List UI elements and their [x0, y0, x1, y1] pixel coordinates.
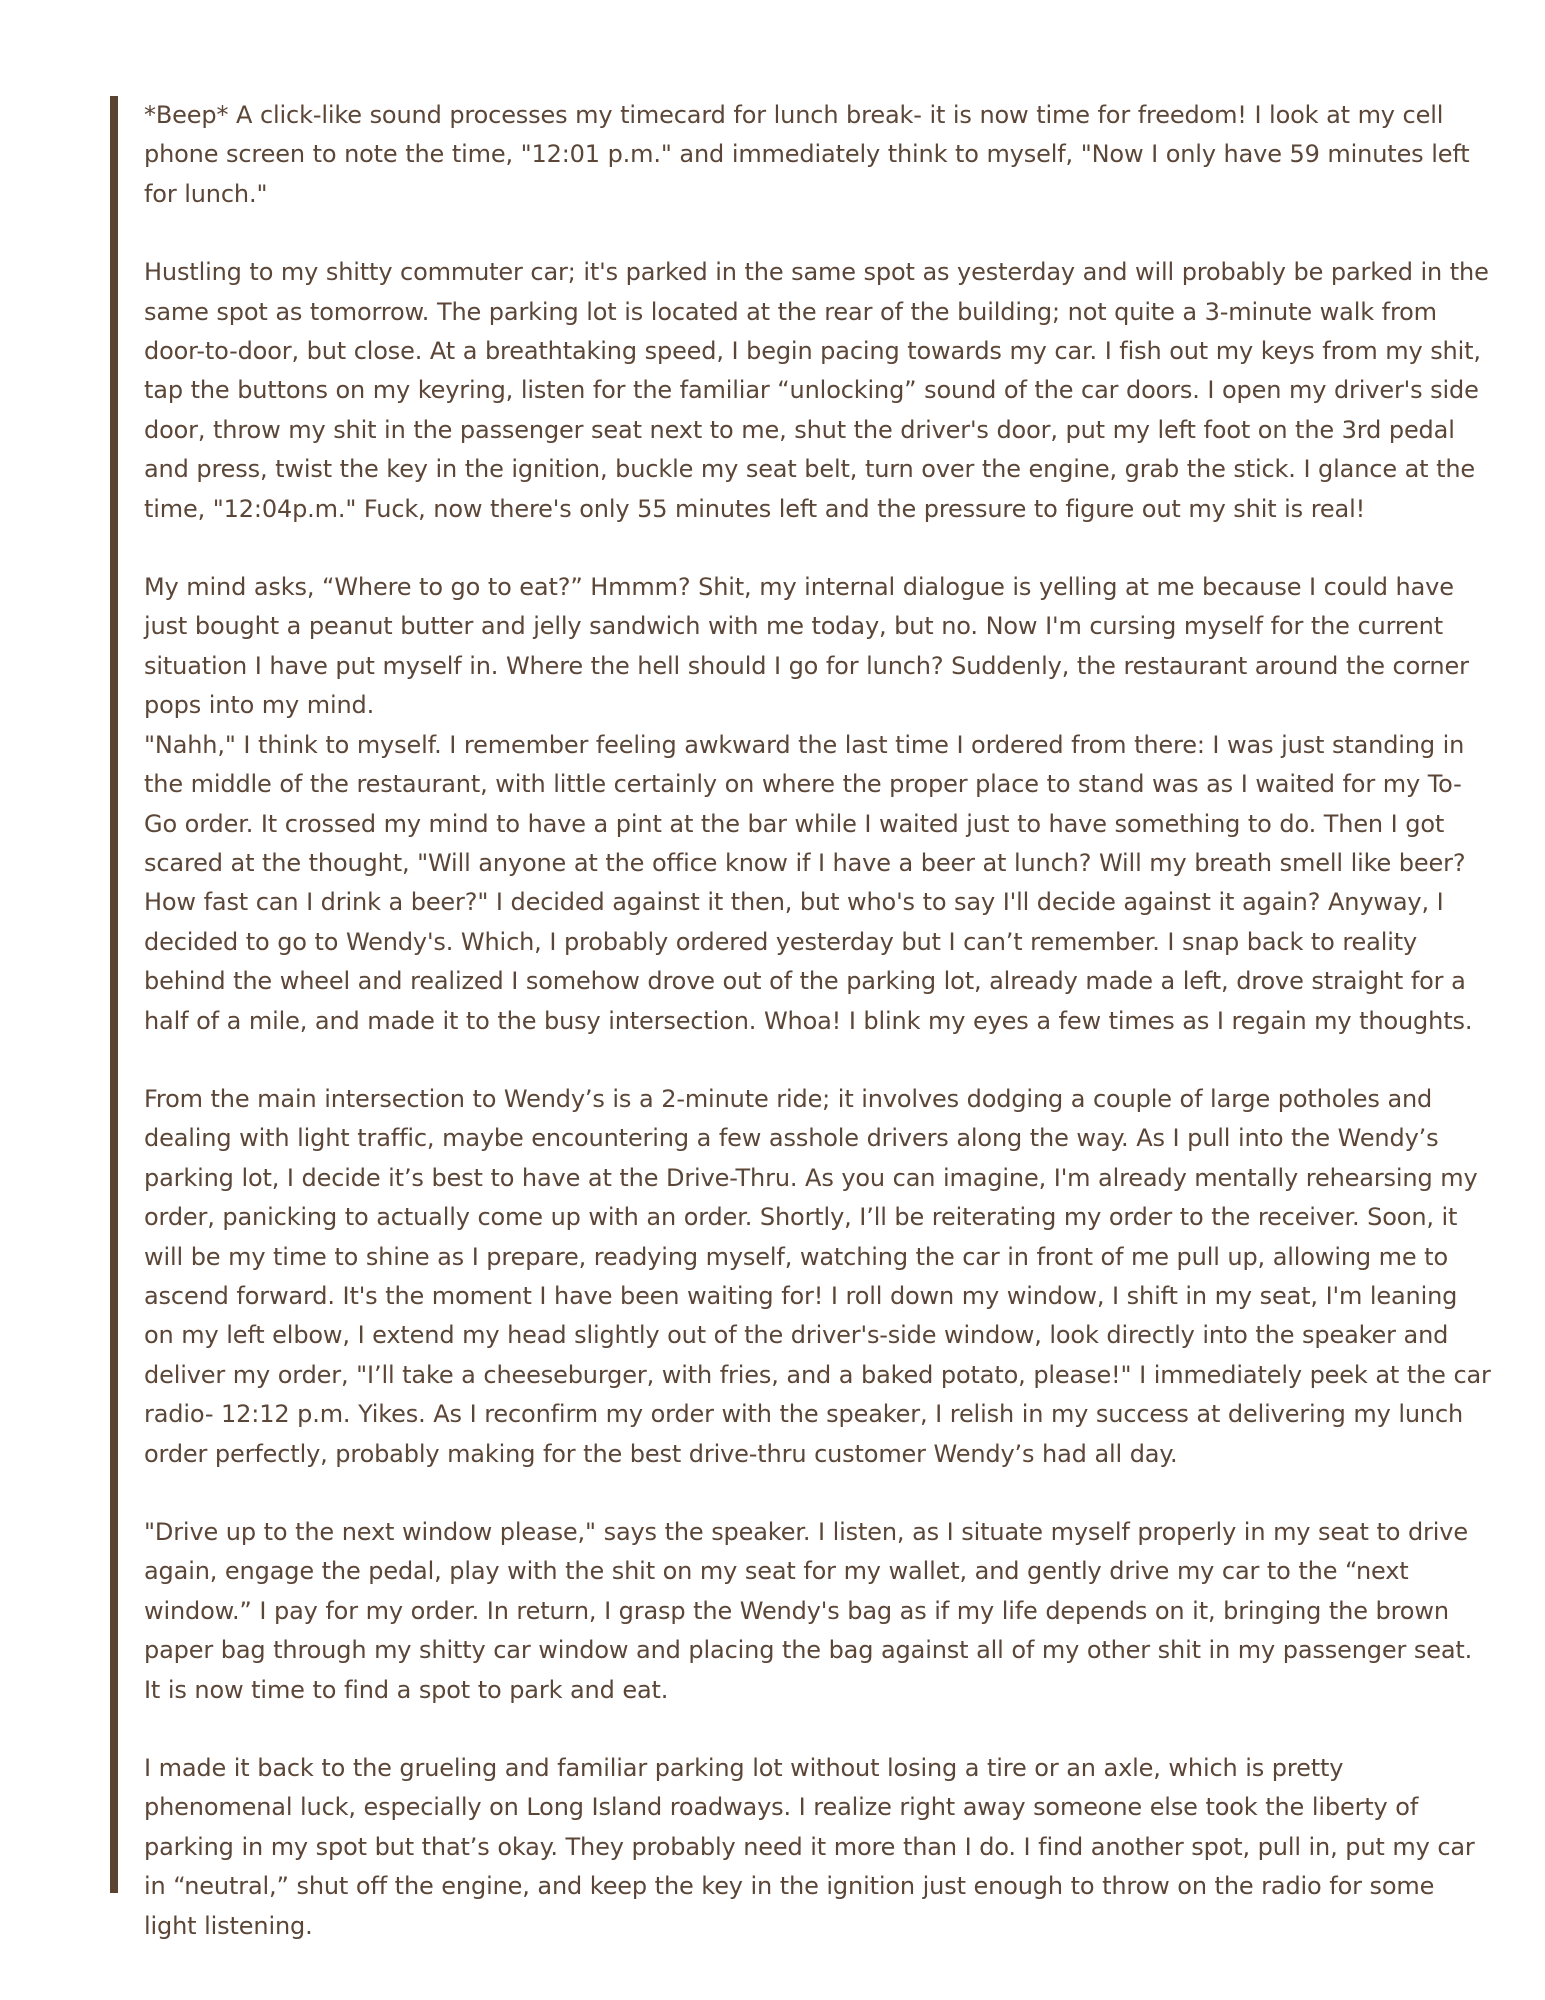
paragraph-4: "Nahh," I think to myself. I remember feeling awkward the last time I ordered from there: I was just standing in the middle of the restaurant, with little certainly on where the proper place to stand was as I waited for my To-Go order. It crossed my mind to have a pint at the bar while I waited just to have something to do. Then I got scared at the thought, "Will anyone at the office know if I have a beer at lunch? Will my breath smell like beer? How fast can I drink a beer?" I decided against it then, but who's to say I'll decide against it again? Anyway, I decided to go to Wendy's. Which, I probably ordered yesterday but I can’t remember. I snap back to reality behind the wheel and realized I somehow drove out of the parking lot, already made a left, drove straight for a half of a mile, and made it to the busy intersection. Whoa! I blink my eyes a few times as I regain my thoughts. [144, 730, 1473, 1035]
paragraph-1: *Beep* A click-like sound processes my timecard for lunch break- it is now time for freedom! I look at my cell phone screen to note the time, "12:01 p.m." and immediately think to myself, "Now I only have 59 minutes left for lunch." [144, 101, 1470, 208]
paragraph-3: My mind asks, “Where to go to eat?” Hmmm? Shit, my internal dialogue is yelling at me because I could have just bought a peanut butter and jelly sandwich with me today, but no. Now I'm cursing myself for the current situation I have put myself in. Where the hell should I go for lunch? Suddenly, the restaurant around the corner pops into my mind. [144, 573, 1469, 720]
blockquote [110, 96, 1493, 1940]
paragraph-7: I made it back to the grueling and familiar parking lot without losing a tire or an axle, which is pretty phenomenal luck, especially on Long Island roadways. I realize right away someone else took the liberty of parking in my spot but that’s okay. They probably need it more than I do. I find another spot, pull in, put my car in “neutral,” shut off the engine, and keep the key in the ignition just enough to throw on the radio for some light listening. [144, 1754, 1475, 1940]
paragraph-2: Hustling to my shitty commuter car; it's parked in the same spot as yesterday and will probably be parked in the same spot as tomorrow. The parking lot is located at the rear of the building; not quite a 3-minute walk from door-to-door, but close. At a breathtaking speed, I begin pacing towards my car. I fish out my keys from my shit, tap the buttons on my keyring, listen for the familiar “unlocking” sound of the car doors. I open my driver's side door, throw my shit in the passenger seat next to me, shut the driver's door, put my left foot on the 3rd pedal and press, twist the key in the ignition, buckle my seat belt, turn over the engine, grab the stick. I glance at the time, "12:04p.m." Fuck, now there's only 55 minutes left and the pressure to figure out my shit is real! [144, 258, 1489, 523]
paragraph-5: From the main intersection to Wendy’s is a 2-minute ride; it involves dodging a couple of large potholes and dealing with light traffic, maybe encountering a few asshole drivers along the way. As I pull into the Wendy’s parking lot, I decide it’s best to have at the Drive-Thru. As you can imagine, I'm already mentally rehearsing my order, panicking to actually come up with an order. Shortly, I’ll be reiterating my order to the receiver. Soon, it will be my time to shine as I prepare, readying myself, watching the car in front of me pull up, allowing me to ascend forward. It's the moment I have been waiting for! I roll down my window, I shift in my seat, I'm leaning on my left elbow, I extend my head slightly out of the driver's-side window, look directly into the speaker and deliver my order, "I’ll take a cheeseburger, with fries, and a baked potato, please!" I immediately peek at the car radio- 12:12 p.m. Yikes. As I reconfirm my order with the speaker, I relish in my success at delivering my lunch order perfectly, probably making for the best drive-thru customer Wendy’s had all day. [144, 1084, 1491, 1468]
paragraph-6: "Drive up to the next window please," says the speaker. I listen, as I situate myself properly in my seat to drive again, engage the pedal, play with the shit on my seat for my wallet, and gently drive my car to the “next window.” I pay for my order. In return, I grasp the Wendy's bag as if my life depends on it, bringing the brown paper bag through my shitty car window and placing the bag against all of my other shit in my passenger seat. It is now time to find a spot to park and eat. [144, 1518, 1473, 1704]
